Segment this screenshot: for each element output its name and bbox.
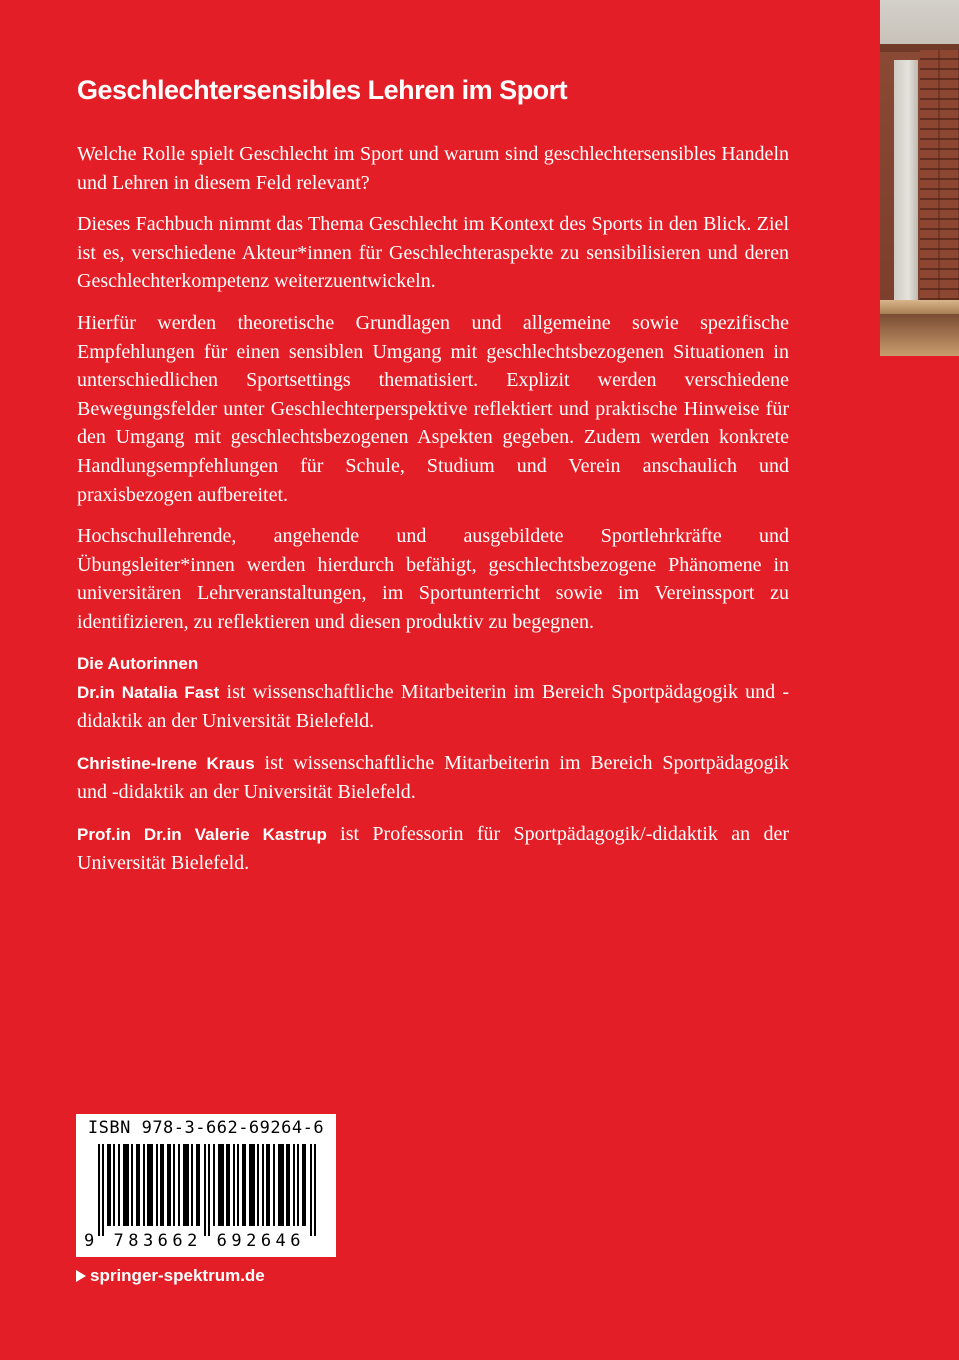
photo-pillar <box>894 60 918 300</box>
triangle-arrow-icon <box>76 1270 86 1282</box>
author-name: Dr.in Natalia Fast <box>77 682 220 702</box>
author-name: Prof.in Dr.in Valerie Kastrup <box>77 824 327 844</box>
paragraph-contents: Hierfür werden theoretische Grundlagen und allgemeine sowie spezifische Empfehlungen für einen sensiblen Umgang mit geschlechtsbezogenen Situationen in unterschiedlichen Sportsettings thematisiert. Explizit werden verschiedene Bewegungsfelder unter Geschlechterperspektive reflektiert und praktische Hinweise für den Umgang mit geschlechtsbezogenen Aspekten gegeben. Zudem werden konkrete Handlungsempfehlungen für Schule, Studium und Verein anschaulich und praxisbezogen aufbereitet. <box>77 311 789 506</box>
paragraph-target-audience: Hochschullehrende, angehende und ausgebildete Sportlehrkräfte und Übungsleiter*innen werden hierdurch befähigt, geschlechtsbezogene Phänomene in universitären Lehrveranstaltungen, im Sportunterricht sowie im Vereinssport zu identifizieren, zu reflektieren und diesen produktiv zu begegnen. <box>77 525 789 633</box>
publisher-website-label: springer-spektrum.de <box>90 1266 265 1285</box>
author-name: Christine-Irene Kraus <box>77 753 255 773</box>
photo-ceiling <box>880 0 959 46</box>
ean-digits: 9 783662 692646 <box>84 1231 306 1251</box>
author-description: ist wissenschaftliche Mitarbeiterin im Bereich Sportpädagogik und -didaktik an der Universität Bielefeld. <box>77 751 789 804</box>
author-bio <box>77 678 789 736</box>
publisher-website[interactable] <box>76 1266 265 1286</box>
photo-floor <box>880 314 959 356</box>
book-title: Geschlechtersensibles Lehren im Sport <box>77 75 568 105</box>
author-bio <box>77 749 789 807</box>
isbn-barcode-box <box>76 1114 336 1257</box>
barcode-graphic <box>98 1144 318 1236</box>
paragraph-intro-question: Welche Rolle spielt Geschlecht im Sport und warum sind geschlechtersensibles Handeln und Lehren in diesem Feld relevant? <box>77 143 789 194</box>
back-cover-text <box>77 70 789 878</box>
isbn-label: ISBN 978-3-662-69264-6 <box>87 1118 325 1138</box>
photo-bench <box>880 300 959 314</box>
cover-photo-strip <box>880 0 959 356</box>
author-bio <box>77 820 789 878</box>
authors-heading: Die Autorinnen <box>77 653 199 673</box>
author-description: ist wissenschaftliche Mitarbeiterin im Bereich Sportpädagogik und -didaktik an der Universität Bielefeld. <box>77 680 789 733</box>
photo-brick-wall <box>920 50 959 300</box>
author-description: ist Professorin für Sportpädagogik/-didaktik an der Universität Bielefeld. <box>77 822 789 875</box>
paragraph-book-aim: Dieses Fachbuch nimmt das Thema Geschlecht im Kontext des Sports in den Blick. Ziel ist es, verschiedene Akteur*innen für Geschlechteraspekte zu sensibilisieren und deren Geschlechterkompetenz weiterzuentwickeln. <box>77 213 789 293</box>
